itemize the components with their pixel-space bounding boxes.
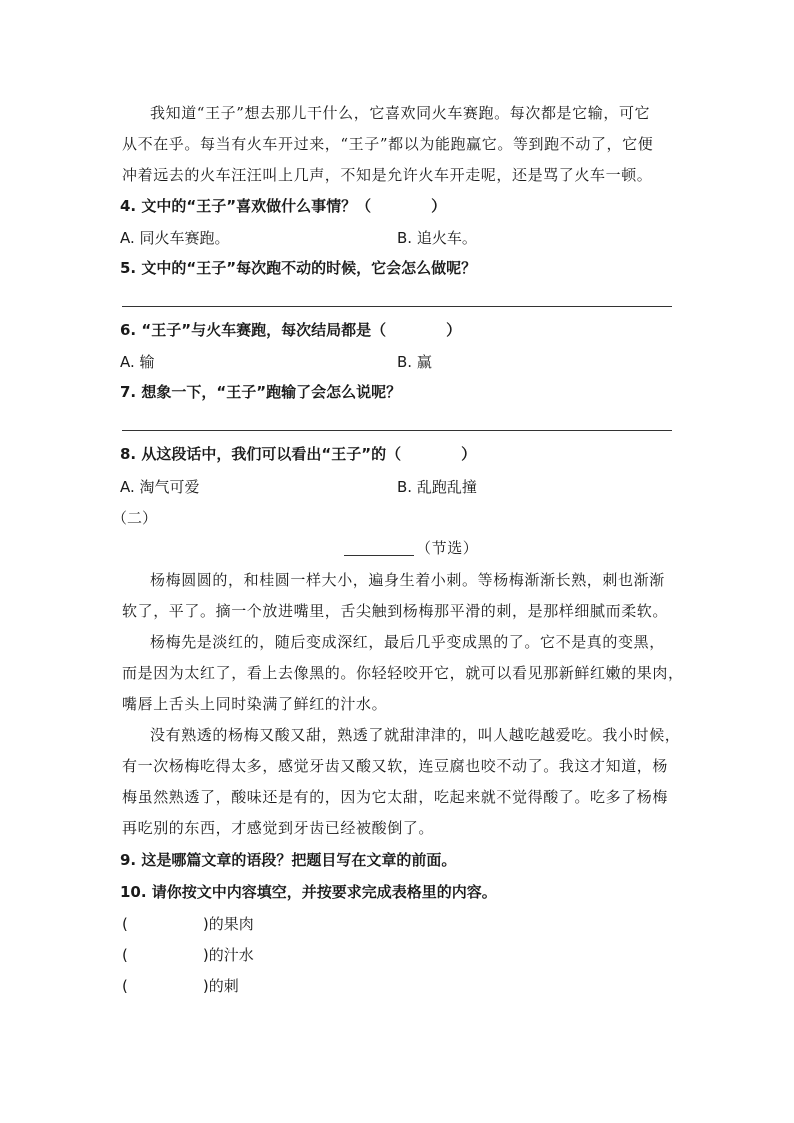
question-4: 4. 文中的“王子”喜欢做什么事情？（ ） xyxy=(120,197,447,215)
question-8-option-b[interactable]: B. 乱跑乱撞 xyxy=(397,478,477,496)
question-9: 9. 这是哪篇文章的语段？把题目写在文章的前面。 xyxy=(120,851,457,869)
question-7: 7. 想象一下，“王子”跑输了会怎么说呢？ xyxy=(120,383,402,401)
passage1-line-2: 从不在乎。每当有火车开过来，“王子”都以为能跑赢它。等到跑不动了，它便 xyxy=(122,135,654,153)
passage2-line-7: 有一次杨梅吃得太多，感觉牙齿又酸又软，连豆腐也咬不动了。我这才知道，杨 xyxy=(122,757,669,775)
section-2-label: （二） xyxy=(112,509,158,527)
question-6-option-a[interactable]: A. 输 xyxy=(120,353,155,371)
title-blank[interactable] xyxy=(344,555,414,556)
passage2-line-6: 没有熟透的杨梅又酸又甜，熟透了就甜津津的，叫人越吃越爱吃。我小时候， xyxy=(150,726,681,744)
title-suffix: （节选） xyxy=(416,539,479,557)
passage1-line-1: 我知道“王子”想去那儿干什么，它喜欢同火车赛跑。每次都是它输，可它 xyxy=(150,104,651,122)
question-6-option-b[interactable]: B. 赢 xyxy=(397,353,432,371)
passage2-line-1: 杨梅圆圆的，和桂圆一样大小，遍身生着小刺。等杨梅渐渐长熟，刺也渐渐 xyxy=(150,571,665,589)
question-5: 5. 文中的“王子”每次跑不动的时候，它会怎么做呢？ xyxy=(120,259,477,277)
fill-blank-juice[interactable]: ( )的汁水 xyxy=(122,946,254,964)
passage2-line-4: 而是因为太红了，看上去像黑的。你轻轻咬开它，就可以看见那新鲜红嫩的果肉， xyxy=(122,664,684,682)
question-8-option-a[interactable]: A. 淘气可爱 xyxy=(120,478,200,496)
question-4-option-a[interactable]: A. 同火车赛跑。 xyxy=(120,229,230,247)
fill-blank-fruit-flesh[interactable]: ( )的果肉 xyxy=(122,915,254,933)
passage2-line-5: 嘴唇上舌头上同时染满了鲜红的汁水。 xyxy=(122,695,388,713)
question-7-answer-line[interactable] xyxy=(122,430,672,431)
passage2-line-9: 再吃别的东西，才感觉到牙齿已经被酸倒了。 xyxy=(122,819,435,837)
passage2-line-2: 软了，平了。摘一个放进嘴里，舌尖触到杨梅那平滑的刺，是那样细腻而柔软。 xyxy=(122,602,669,620)
passage2-line-8: 梅虽然熟透了，酸味还是有的，因为它太甜，吃起来就不觉得酸了。吃多了杨梅 xyxy=(122,788,669,806)
question-10: 10. 请你按文中内容填空，并按要求完成表格里的内容。 xyxy=(120,883,497,901)
question-4-option-b[interactable]: B. 追火车。 xyxy=(397,229,477,247)
question-6: 6. “王子”与火车赛跑，每次结局都是（ ） xyxy=(120,321,462,339)
passage2-line-3: 杨梅先是淡红的，随后变成深红，最后几乎变成黑的了。它不是真的变黑， xyxy=(150,633,665,651)
question-5-answer-line[interactable] xyxy=(122,306,672,307)
passage1-line-3: 冲着远去的火车汪汪叫上几声，不知是允许火车开走呢，还是骂了火车一顿。 xyxy=(122,166,653,184)
fill-blank-thorns[interactable]: ( )的刺 xyxy=(122,977,239,995)
question-8: 8. 从这段话中，我们可以看出“王子”的（ ） xyxy=(120,445,477,463)
